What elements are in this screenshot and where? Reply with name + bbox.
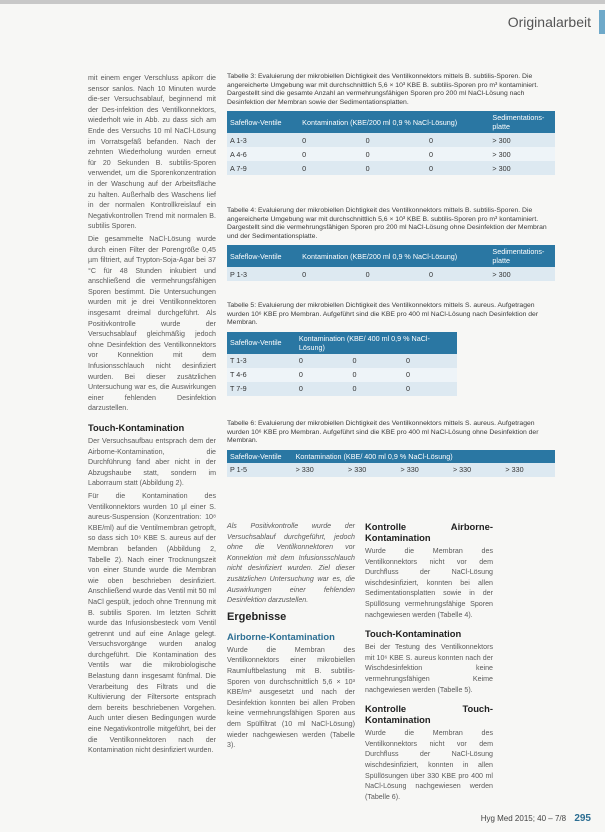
table-cell: 0 (363, 161, 426, 175)
table-cell: 0 (403, 368, 457, 382)
table-cell: 0 (349, 354, 403, 368)
table-row (227, 382, 457, 396)
table-cell: > 300 (489, 147, 555, 161)
table-3 (227, 111, 555, 175)
table-row (227, 354, 457, 368)
table-header: Safeflow-Ventile (227, 450, 293, 463)
table-cell: 0 (296, 368, 350, 382)
section-heading-control-airborne: Kontrolle Airborne-Kontamination (365, 521, 493, 543)
table-5 (227, 332, 457, 396)
right-column (365, 521, 493, 804)
results-heading: Ergebnisse (227, 610, 287, 623)
table-4 (227, 245, 555, 281)
table-cell: > 330 (293, 463, 345, 477)
table-cell: 0 (299, 133, 362, 147)
table-row (227, 368, 457, 382)
table-cell: A 1-3 (227, 133, 299, 147)
table-5-block (227, 302, 555, 396)
table-cell: 0 (296, 354, 350, 368)
journal-reference: Hyg Med 2015; 40 – 7/8 (480, 814, 567, 823)
table-header: Safeflow-Ventile (227, 245, 299, 267)
paragraph: Wurde die Membran des Ventilkonnektors nicht vor dem Durchfluss der NaCl-Lösung wischdesinfiziert, konnten in allen Spüllösungen über 330 KBE pro 400 ml NaCl-Lösung nachgewiesen werden (Tabelle 6). (365, 729, 493, 801)
section-heading-airborne: Airborne-Kontamination (227, 630, 335, 642)
paragraph: Für die Kontamination des Ventilkonnektors wurden 10 µl einer S. aureus-Suspension (Konzentration: 10⁸ KBE/ml) auf die Ventilmembran getropft, so dass sich 10⁶ KBE S. aureus auf der Membran befanden (Abbildung 2, Tabelle 2). Nach einer Trocknungszeit von einer Stunde wurde die Membran wie oben beschrieben desinfiziert. Anschließend wurde das Ventil mit 50 ml NaCl gespült, jedoch ohne Trennung mit B. subtilis Sporen. Im letzten Schritt wurde das Infusionsbesteck vom Ventil getrennt und auf eine Anlage gelegt. Versuchsvorgänge wurden analog durchgeführt. Die Kontamination des Ventils war die mikrobiologische Belastung dann insgesamt fünfmal. Die Verarbeitung des Filtrats und die Kultivierung der Filtersorte entsprach dem bereits beschriebenen Vorgehen. Auch unter diesen Bedingungen wurde eine Negativkontrolle mitgeführt, bei der die Ventilkonnektoren nach der Kontamination nicht desinfiziert wurden. (88, 491, 216, 755)
table-header: Kontamination (KBE/ 400 ml 0,9 % NaCl-Lösung) (296, 332, 457, 354)
page-footer (481, 813, 591, 824)
table-cell: T 1-3 (227, 354, 296, 368)
table-row (227, 463, 555, 477)
header-accent-bar (599, 10, 605, 34)
page-number: 295 (574, 813, 591, 824)
paragraph: Die gesammelte NaCl-Lösung wurde durch einen Filter der Porengröße 0,45 µm filtriert, auf Trypton-Soja-Agar bei 37 °C für 48 Stunden inkubiert und anschließend die vermehrungsfähigen Sporen bestimmt. Die Untersuchungen wurden mit je drei Ventilkonnektoren insgesamt dreimal durchgeführt. Als Positivkontrolle wurde der Versuchsablauf gleichmäßig jedoch ohne Desinfektion des Ventilkonnektors vor Konnektion mit dem Infusionsschlauch nicht desinfiziert wurden. Bei dieser zusätzlichen Untersuchung war es, die Auswirkungen einer fehlenden Desinfektion darzustellen. (88, 234, 216, 413)
table-6-block (227, 420, 555, 477)
table-4-block (227, 207, 555, 281)
table-3-block (227, 73, 555, 175)
table-header: Safeflow-Ventile (227, 332, 296, 354)
section-heading-control-touch: Kontrolle Touch-Kontamination (365, 703, 493, 726)
table-cell: 0 (426, 133, 489, 147)
header-rule (0, 0, 605, 4)
table-cell: > 330 (502, 463, 555, 477)
table-cell: T 4-6 (227, 368, 296, 382)
table-cell: 0 (299, 161, 362, 175)
paragraph: Wurde die Membran des Ventilkonnektors nicht vor dem Durchfluss der NaCl-Lösung wischdesinfiziert, konnten bei allen Sedimentationsplatten sowie in der Spüllösung vermehrungsfähige Sporen nachgewiesen werden (Tabelle 4). (365, 547, 493, 619)
table-cell: > 330 (450, 463, 502, 477)
table-cell: > 300 (489, 267, 555, 281)
paragraph: mit einem enger Verschluss apikorr die sensor sanlos. Nach 10 Minuten wurde die-ser Versuchsablauf, beginnend mit der Des-infektion des Ventilkonnektors, wiederholt wie in Abb. zu dass sich am Ende des Versuchs 10 ml NaCl-Lösung im Vorratsgefäß befanden. Nach der zehnten Wiederholung wurden erneut für 20 Sekunden B. subtilis-Sporen verwendet, um die Sporenkonzentration in der Waschung auf der Arbeitsfläche zu halten. Außerhalb des Waschens lief in der normalen Kontrollkreislauf ein Negativkontrollen Trend mit normalen B. subtilis Sporen. (88, 74, 216, 231)
table-cell: 0 (426, 267, 489, 281)
table-cell: 0 (349, 382, 403, 396)
table-cell: > 300 (489, 133, 555, 147)
section-heading-touch: Touch-Kontamination (365, 628, 462, 640)
table-cell: P 1-3 (227, 267, 299, 281)
table-row (227, 147, 555, 161)
table-header: Kontamination (KBE/ 400 ml 0,9 % NaCl-Lösung) (293, 450, 555, 463)
table-cell: 0 (403, 382, 457, 396)
table-header: Sedimentations-platte (489, 111, 555, 133)
table-cell: T 7-9 (227, 382, 296, 396)
table-row (227, 161, 555, 175)
paragraph: Als Positivkontrolle wurde der Versuchsablauf durchgeführt, jedoch ohne die Ventilkonnektoren vor Konnektion mit dem Infusionsschlauch nicht desinfiziert wurden. Ziel dieser zusätzlichen Untersuchung war es, die Auswirkungen einer fehlenden Desinfektion darzustellen. (227, 522, 355, 605)
table-cell: A 4-6 (227, 147, 299, 161)
table-cell: 0 (426, 161, 489, 175)
table-header: Kontamination (KBE/200 ml 0,9 % NaCl-Lösung) (299, 245, 489, 267)
table-cell: P 1-5 (227, 463, 293, 477)
table-6 (227, 450, 555, 477)
section-title: Originalarbeit (507, 14, 591, 30)
table-caption: Tabelle 3: Evaluierung der mikrobiellen Dichtigkeit des Ventilkonnektors mittels B. subtilis-Sporen. Die angereicherte Umgebung war mit durchschnittlich 5,6 × 10³ KBE B. subtilis-Sporen pro m³ kontaminiert. Dargestellt sind die gesamte Anzahl an vermehrungsfähigen Sporen pro 200 ml NaCl-Lösung nach Desinfektion der Membran sowie der Sedimentationsplatten. (227, 73, 539, 106)
middle-column (227, 521, 355, 753)
table-cell: 0 (403, 354, 457, 368)
table-header: Safeflow-Ventile (227, 111, 299, 133)
paragraph: Wurde die Membran des Ventilkonnektors einer mikrobiellen Raumluftbelastung mit B. subtilis-Sporen von durchschnittlich 5,6 × 10³ KBE/m³ ausgesetzt und nach der Desinfektion konnten bei allen Proben keine vermehrungsfähigen Sporen aus dem Spülfiltrat (10 ml NaCl-Lösung) wieder nachgewiesen werden (Tabelle 3). (227, 645, 355, 750)
table-cell: 0 (299, 267, 362, 281)
table-cell: > 330 (398, 463, 450, 477)
table-cell: A 7-9 (227, 161, 299, 175)
left-column (88, 73, 216, 758)
section-heading-touch: Touch-Kontamination (88, 422, 185, 433)
table-cell: 0 (349, 368, 403, 382)
table-cell: 0 (296, 382, 350, 396)
table-cell: > 300 (489, 161, 555, 175)
paragraph: Bei der Testung des Ventilkonnektors mit 10⁶ KBE S. aureus konnten nach der Wischdesinfektion keine vermehrungsfähigen Keime nachgewiesen werden (Tabelle 5). (365, 643, 493, 694)
table-header: Kontamination (KBE/200 ml 0,9 % NaCl-Lösung) (299, 111, 489, 133)
table-cell: > 330 (345, 463, 397, 477)
table-row (227, 267, 555, 281)
table-header: Sedimentations-platte (489, 245, 555, 267)
table-caption: Tabelle 4: Evaluierung der mikrobiellen Dichtigkeit des Ventilkonnektors mittels B. subtilis-Sporen. Die angereicherte Umgebung war mit durchschnittlich 5,6 × 10³ KBE B. subtilis-Sporen pro m³ kontaminiert. Dargestellt sind die vermehrungsfähigen Sporen pro 200 ml NaCl-Lösung ohne Desinfektion der Membran und der Sedimentationsplatte. (227, 207, 547, 240)
table-row (227, 133, 555, 147)
paragraph: Der Versuchsaufbau entsprach dem der Airborne-Kontamination, die Durchführung fand aber nicht in der Abzugshaube statt, sondern im Laborraum statt (Abbildung 2). (88, 437, 216, 488)
table-cell: 0 (299, 147, 362, 161)
table-caption: Tabelle 6: Evaluierung der mikrobiellen Dichtigkeit des Ventilkonnektors mittels S. aureus. Aufgetragen wurden 10⁶ KBE pro Membran. Aufgeführt sind die KBE pro 400 ml NaCl-Lösung ohne Desinfektion der Membran. (227, 420, 539, 445)
table-cell: 0 (363, 133, 426, 147)
table-cell: 0 (426, 147, 489, 161)
table-cell: 0 (363, 267, 426, 281)
table-cell: 0 (363, 147, 426, 161)
table-caption: Tabelle 5: Evaluierung der mikrobiellen Dichtigkeit des Ventilkonnektors mittels S. aureus. Aufgetragen wurden 10⁶ KBE pro Membran. Aufgeführt sind die KBE pro 400 ml NaCl-Lösung nach Desinfektion der Membran. (227, 302, 539, 327)
